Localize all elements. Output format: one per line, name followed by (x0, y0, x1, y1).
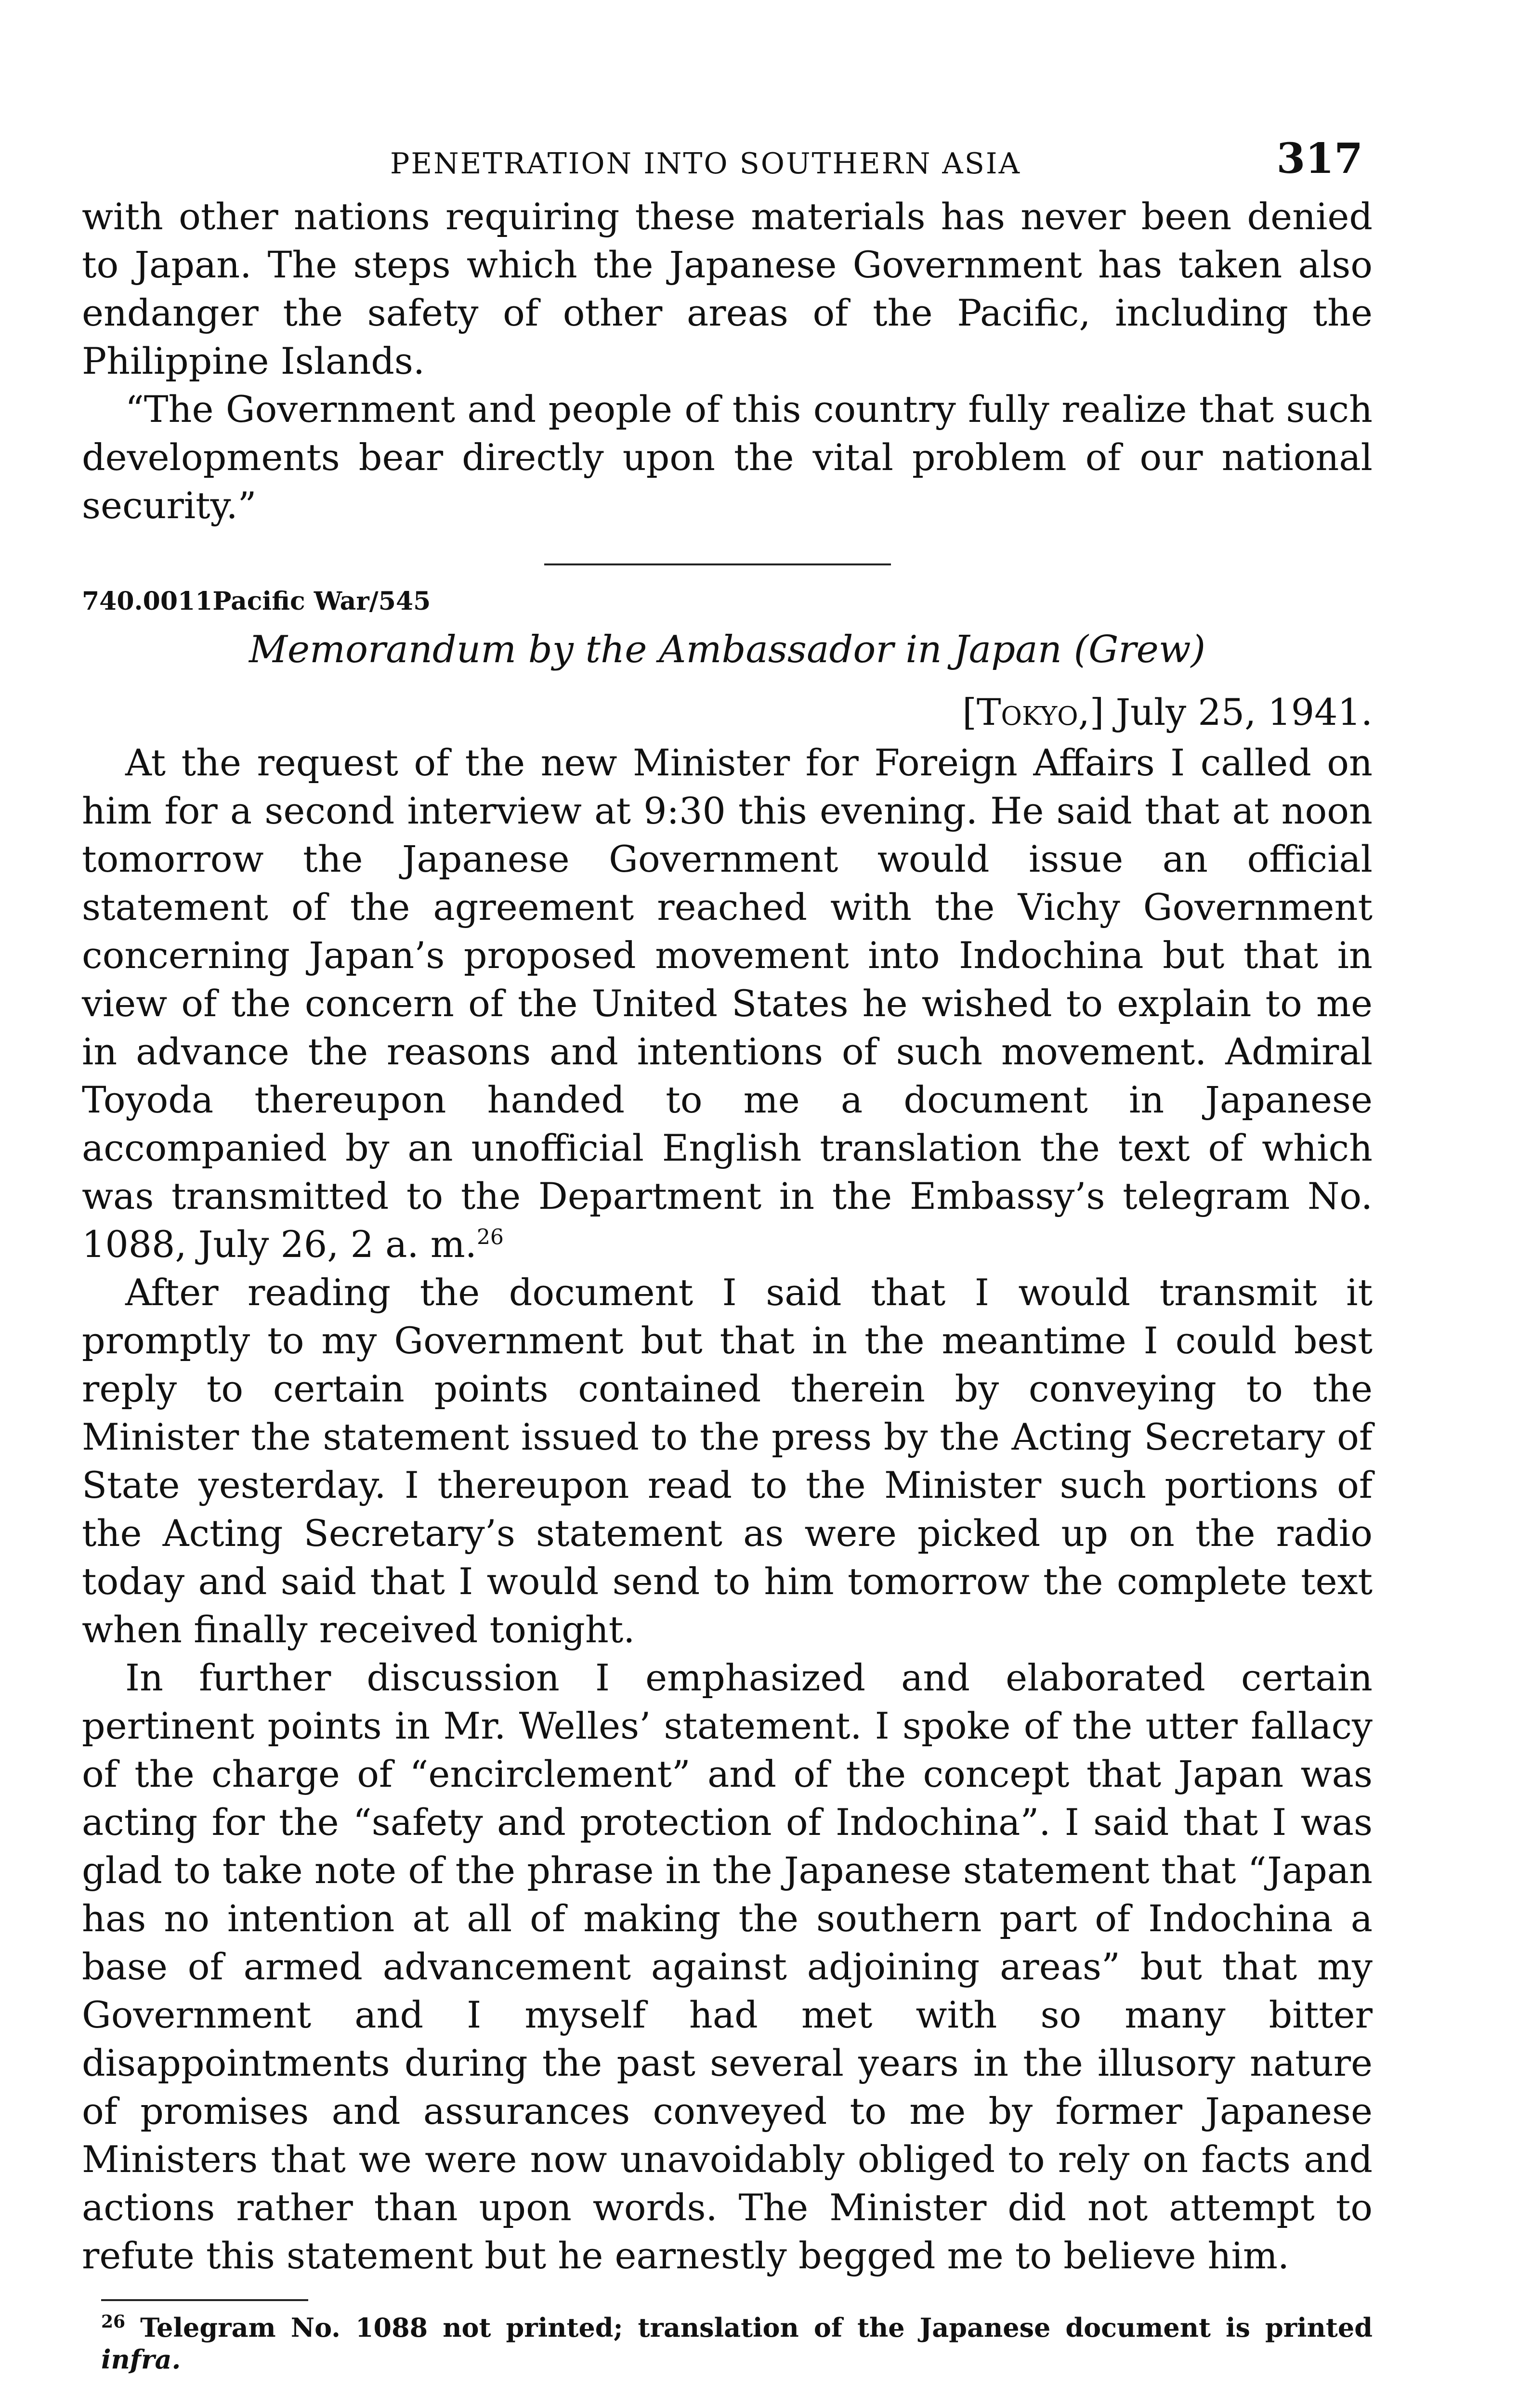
continuation-paragraph: with other nations requiring these materials has never been denied to Japan. The steps which the Japanese Government has taken also endanger the safety of other areas of the Pacific, including the Philippine Islands. (82, 195, 1373, 382)
dateline-place: [Tokyo,] (962, 691, 1104, 733)
body-paragraph-2: After reading the document I said that I would transmit it promptly to my Government but that in the meantime I could best reply to certain points contained therein by conveying to the Minister the statement issued to the press by the Acting Secretary of State yesterday. I thereupon read to the Minister such portions of the Acting Secretary’s statement as were picked up on the radio today and said that I would send to him tomorrow the complete text when finally received tonight. (82, 1271, 1373, 1651)
footnote-reference: 26 (476, 1225, 504, 1250)
page-number: 317 (1276, 134, 1363, 183)
document-title: Memorandum by the Ambassador in Japan (Grew) (249, 628, 1206, 671)
footnote-text: Telegram No. 1088 not printed; translation of the Japanese document is printed (140, 2312, 1373, 2343)
footnote-mark: 26 (101, 2312, 126, 2332)
document-page (82, 135, 1373, 2375)
footnote-italic-word: infra. (101, 2344, 181, 2375)
section-divider (544, 563, 891, 565)
body-paragraph-1-text: At the request of the new Minister for Foreign Affairs I called on him for a second interview at 9:30 this evening. He said that at noon tomorrow the Japanese Government would issue an official statement of the agreement reached with the Vichy Government concerning Japan’s proposed movement into Indochina but that in view of the concern of the United States he wished to explain to me in advance the reasons and intentions of such movement. Admiral Toyoda thereupon handed to me a document in Japanese accompanied by an unofficial English translation the text of which was transmitted to the Department in the Embassy’s telegram No. 1088, July 26, 2 a. m. (82, 741, 1373, 1266)
footnote (82, 2312, 1373, 2375)
running-head (82, 135, 1373, 193)
body-paragraph-1 (82, 739, 1373, 1269)
footnote-divider (101, 2299, 308, 2301)
file-reference: 740.0011Pacific War/545 (82, 587, 431, 616)
dateline (82, 686, 1373, 739)
quoted-paragraph: “The Government and people of this country fully realize that such developments bear directly upon the vital problem of our national security.” (82, 388, 1373, 527)
running-title: PENETRATION INTO SOUTHERN ASIA (390, 147, 1021, 181)
body-paragraph-3: In further discussion I emphasized and elaborated certain pertinent points in Mr. Welles’ statement. I spoke of the utter fallacy of the charge of “encirclement” and of the concept that Japan was acting for the “safety and protection of Indochina”. I said that I was glad to take note of the phrase in the Japanese statement that “Japan has no intention at all of making the southern part of Indochina a base of armed advancement against adjoining areas” but that my Government and I myself had met with so many bitter disappointments during the past several years in the illusory nature of promises and assurances conveyed to me by former Japanese Ministers that we were now unavoidably obliged to rely on facts and actions rather than upon words. The Minister did not attempt to refute this statement but he earnestly begged me to believe him. (82, 1656, 1373, 2277)
dateline-date: July 25, 1941. (1115, 691, 1373, 733)
